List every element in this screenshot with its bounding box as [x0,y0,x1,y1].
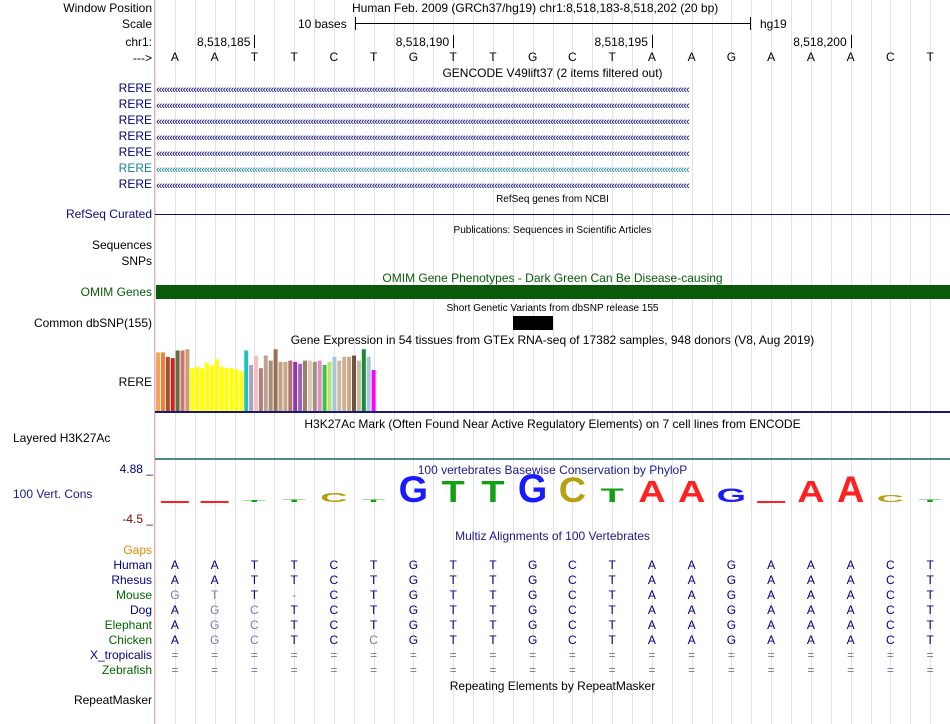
alignment-base: C [329,618,339,632]
alignment-base: G [726,618,737,632]
alignment-base: A [687,633,696,647]
alignment-base: = [648,663,656,677]
species-label[interactable]: X_tropicalis [89,648,152,662]
position-tick [453,35,454,48]
alignment-base: C [369,633,378,647]
species-label[interactable]: Chicken [108,633,152,647]
alignment-base: G [726,633,737,647]
gtex-label[interactable]: RERE [118,375,152,389]
alignment-base: T [449,573,457,587]
alignment-base: T [250,588,259,602]
gencode-transcript-line[interactable]: ‹‹‹‹‹‹‹‹‹‹‹‹‹‹‹‹‹‹‹‹‹‹‹‹‹‹‹‹‹‹‹‹‹‹‹‹‹‹‹‹‹‹‹‹‹‹‹‹‹‹‹‹‹‹‹‹‹‹‹‹‹‹‹‹‹‹‹‹‹‹‹‹‹‹‹‹‹‹‹‹‹‹‹‹‹‹‹‹‹‹‹‹‹‹‹‹‹‹‹‹‹‹‹‹‹‹‹‹‹‹‹‹‹‹‹‹‹‹‹‹‹‹‹‹‹‹‹‹‹‹‹‹‹‹‹‹‹‹‹‹‹‹‹‹‹‹‹‹‹‹‹‹‹‹‹‹‹‹‹‹‹‹‹‹‹‹‹‹‹‹‹‹‹‹‹‹‹‹‹‹‹‹‹‹‹‹‹‹‹‹‹‹‹‹‹‹‹‹‹‹ [156,165,689,175]
alignment-base: G [408,603,419,617]
alignment-base: T [369,558,378,572]
alignment-base: = [290,663,298,677]
alignment-base: T [926,573,934,587]
base-letter: C [329,50,339,64]
alignment-base: A [846,603,855,617]
alignment-base: G [408,633,419,647]
base-letter: A [647,50,656,64]
base-letter: C [886,50,895,64]
alignment-base: = [529,648,537,662]
alignment-base: T [926,603,934,617]
alignment-base: = [529,663,537,677]
gaps-label: Gaps [123,543,152,557]
base-letter: G [726,50,737,64]
label-divider [154,0,155,724]
alignment-base: = [250,648,258,662]
alignment-base: = [568,648,576,662]
scale-db: hg19 [760,17,787,31]
alignment-base: A [806,588,815,602]
window-title[interactable]: Human Feb. 2009 (GRCh37/hg19) chr1:8,518,183-8,518,202 (20 bp) [352,1,719,15]
species-label[interactable]: Elephant [104,618,152,632]
alignment-base: C [329,603,339,617]
alignment-base: A [210,558,219,572]
alignment-base: = [807,648,815,662]
base-letter: A [806,50,815,64]
scale-bar [355,23,751,24]
alignment-base: G [527,603,538,617]
position-label: 8,518,195 [594,35,648,49]
strand-label: ---> [133,51,152,65]
snps-label[interactable]: SNPs [121,254,152,268]
alignment-base: C [568,618,577,632]
alignment-base: = [926,648,934,662]
alignment-base: = [886,663,894,677]
species-label[interactable]: Human [113,558,152,572]
alignment-base: A [767,558,776,572]
chrom-label: chr1: [125,35,152,49]
alignment-base: A [846,573,855,587]
alignment-base: A [767,618,776,632]
gencode-transcript-line[interactable]: ‹‹‹‹‹‹‹‹‹‹‹‹‹‹‹‹‹‹‹‹‹‹‹‹‹‹‹‹‹‹‹‹‹‹‹‹‹‹‹‹‹‹‹‹‹‹‹‹‹‹‹‹‹‹‹‹‹‹‹‹‹‹‹‹‹‹‹‹‹‹‹‹‹‹‹‹‹‹‹‹‹‹‹‹‹‹‹‹‹‹‹‹‹‹‹‹‹‹‹‹‹‹‹‹‹‹‹‹‹‹‹‹‹‹‹‹‹‹‹‹‹‹‹‹‹‹‹‹‹‹‹‹‹‹‹‹‹‹‹‹‹‹‹‹‹‹‹‹‹‹‹‹‹‹‹‹‹‹‹‹‹‹‹‹‹‹‹‹‹‹‹‹‹‹‹‹‹‹‹‹‹‹‹‹‹‹‹‹‹‹‹‹‹‹‹‹‹‹‹‹ [156,149,689,159]
conservation-letter: C [876,492,905,505]
scale-text: 10 bases [298,17,347,31]
position-tick [254,35,255,48]
alignment-base: A [806,633,815,647]
base-letter: T [290,50,298,64]
conservation-label[interactable]: 100 Vert. Cons [13,487,93,501]
alignment-base: G [408,618,419,632]
alignment-base: T [608,633,616,647]
alignment-base: C [329,588,339,602]
base-letter: T [250,50,259,64]
alignment-base: A [767,588,776,602]
gencode-row-label[interactable]: RERE [118,129,152,143]
alignment-base: A [846,618,855,632]
alignment-base: A [846,633,855,647]
alignment-base: = [330,663,338,677]
conservation-letter: T [918,498,942,503]
base-letter: A [210,50,219,64]
alignment-base: A [806,558,815,572]
alignment-base: C [886,588,895,602]
conservation-ymax: 4.88 _ [119,462,153,476]
alignment-base: G [209,603,220,617]
alignment-base: = [370,663,378,677]
alignment-base: T [608,588,616,602]
alignment-base: T [449,558,457,572]
alignment-base: C [886,603,895,617]
alignment-base: G [527,588,538,602]
omim-track-title[interactable]: OMIM Gene Phenotypes - Dark Green Can Be Disease-causing [382,271,723,285]
alignment-base: = [211,648,219,662]
position-label: 8,518,200 [793,35,847,49]
gencode-transcript-line[interactable]: ‹‹‹‹‹‹‹‹‹‹‹‹‹‹‹‹‹‹‹‹‹‹‹‹‹‹‹‹‹‹‹‹‹‹‹‹‹‹‹‹‹‹‹‹‹‹‹‹‹‹‹‹‹‹‹‹‹‹‹‹‹‹‹‹‹‹‹‹‹‹‹‹‹‹‹‹‹‹‹‹‹‹‹‹‹‹‹‹‹‹‹‹‹‹‹‹‹‹‹‹‹‹‹‹‹‹‹‹‹‹‹‹‹‹‹‹‹‹‹‹‹‹‹‹‹‹‹‹‹‹‹‹‹‹‹‹‹‹‹‹‹‹‹‹‹‹‹‹‹‹‹‹‹‹‹‹‹‹‹‹‹‹‹‹‹‹‹‹‹‹‹‹‹‹‹‹‹‹‹‹‹‹‹‹‹‹‹‹‹‹‹‹‹‹‹‹‹‹‹‹ [156,101,689,111]
alignment-base: C [886,573,895,587]
alignment-base: = [767,663,775,677]
alignment-base: T [608,618,616,632]
conservation-track-title[interactable]: 100 vertebrates Basewise Conservation by PhyloP [417,463,688,477]
alignment-base: T [926,618,934,632]
alignment-base: T [926,633,934,647]
alignment-base: A [687,618,696,632]
conservation-letter: T [362,498,386,503]
base-letter: T [369,50,378,64]
conservation-letter: T [441,475,465,510]
alignment-base: A [647,633,656,647]
alignment-base: A [687,588,696,602]
alignment-base: = [648,648,656,662]
base-letter: T [926,50,934,64]
alignment-base: = [250,663,258,677]
alignment-base: G [527,573,538,587]
base-letter: A [767,50,776,64]
alignment-base: = [568,663,576,677]
alignment-base: G [408,558,419,572]
conservation-letter: C [320,489,348,505]
alignment-base: C [329,573,339,587]
h3k27ac-signal[interactable] [155,458,950,460]
alignment-base: T [210,588,219,602]
alignment-base: A [170,603,179,617]
alignment-base: C [329,558,339,572]
alignment-base: = [449,663,457,677]
conservation-letter: A [638,475,666,510]
alignment-base: T [926,588,934,602]
alignment-base: T [449,603,457,617]
dbsnp-variant[interactable] [513,316,553,330]
repeatmasker-label[interactable]: RepeatMasker [73,693,152,707]
conservation-letter: T [481,475,505,510]
alignment-base: C [886,558,895,572]
alignment-base: G [527,558,538,572]
alignment-base: G [726,573,737,587]
alignment-base: C [568,603,577,617]
alignment-base: C [886,618,895,632]
alignment-base: A [687,603,696,617]
sequences-label[interactable]: Sequences [91,238,152,252]
alignment-base: T [290,618,298,632]
alignment-base: = [727,663,735,677]
alignment-base: T [290,603,298,617]
alignment-base: C [568,558,577,572]
conservation-letter: A [797,475,825,510]
alignment-base: G [726,588,737,602]
alignment-base: A [647,558,656,572]
base-letter: A [687,50,696,64]
alignment-base: A [170,618,179,632]
base-letter: C [568,50,577,64]
conservation-letter: A [677,475,706,510]
multiz-track-title[interactable]: Multiz Alignments of 100 Vertebrates [455,529,650,543]
alignment-base: T [369,588,378,602]
base-letter: A [170,50,179,64]
gtex-track-title[interactable]: Gene Expression in 54 tissues from GTEx RNA-seq of 17382 samples, 948 donors (V8, Aug 2019) [290,333,815,347]
dbsnp-track-title[interactable]: Short Genetic Variants from dbSNP release 155 [446,303,659,314]
alignment-base: T [489,558,497,572]
gencode-row-label[interactable]: RERE [118,161,152,175]
alignment-base: C [886,633,895,647]
alignment-base: = [886,648,894,662]
alignment-base: T [449,588,457,602]
species-label[interactable]: Zebrafish [101,663,152,677]
alignment-base: = [727,648,735,662]
gencode-transcript-line[interactable]: ‹‹‹‹‹‹‹‹‹‹‹‹‹‹‹‹‹‹‹‹‹‹‹‹‹‹‹‹‹‹‹‹‹‹‹‹‹‹‹‹‹‹‹‹‹‹‹‹‹‹‹‹‹‹‹‹‹‹‹‹‹‹‹‹‹‹‹‹‹‹‹‹‹‹‹‹‹‹‹‹‹‹‹‹‹‹‹‹‹‹‹‹‹‹‹‹‹‹‹‹‹‹‹‹‹‹‹‹‹‹‹‹‹‹‹‹‹‹‹‹‹‹‹‹‹‹‹‹‹‹‹‹‹‹‹‹‹‹‹‹‹‹‹‹‹‹‹‹‹‹‹‹‹‹‹‹‹‹‹‹‹‹‹‹‹‹‹‹‹‹‹‹‹‹‹‹‹‹‹‹‹‹‹‹‹‹‹‹‹‹‹‹‹‹‹‹‹‹‹‹ [156,181,689,191]
alignment-base: = [608,663,616,677]
alignment-base: A [687,573,696,587]
alignment-base: A [806,603,815,617]
base-letter: T [449,50,457,64]
repeatmasker-track-title[interactable]: Repeating Elements by RepeatMasker [449,679,656,693]
alignment-base: G [209,633,220,647]
alignment-base: T [290,558,298,572]
alignment-base: T [489,633,497,647]
refseq-line[interactable] [155,214,950,215]
alignment-base: C [568,633,577,647]
alignment-base: = [409,648,417,662]
alignment-base: A [170,633,179,647]
alignment-base: = [330,648,338,662]
alignment-base: T [489,573,497,587]
gencode-row-label[interactable]: RERE [118,81,152,95]
alignment-base: C [250,618,259,632]
alignment-base: A [806,618,815,632]
alignment-base: A [647,618,656,632]
conservation-letter: A [836,468,865,510]
gtex-baseline [155,411,950,413]
gencode-transcript-line[interactable]: ‹‹‹‹‹‹‹‹‹‹‹‹‹‹‹‹‹‹‹‹‹‹‹‹‹‹‹‹‹‹‹‹‹‹‹‹‹‹‹‹‹‹‹‹‹‹‹‹‹‹‹‹‹‹‹‹‹‹‹‹‹‹‹‹‹‹‹‹‹‹‹‹‹‹‹‹‹‹‹‹‹‹‹‹‹‹‹‹‹‹‹‹‹‹‹‹‹‹‹‹‹‹‹‹‹‹‹‹‹‹‹‹‹‹‹‹‹‹‹‹‹‹‹‹‹‹‹‹‹‹‹‹‹‹‹‹‹‹‹‹‹‹‹‹‹‹‹‹‹‹‹‹‹‹‹‹‹‹‹‹‹‹‹‹‹‹‹‹‹‹‹‹‹‹‹‹‹‹‹‹‹‹‹‹‹‹‹‹‹‹‹‹‹‹‹‹‹‹‹‹ [156,117,689,127]
alignment-base: T [250,558,259,572]
alignment-base: A [170,573,179,587]
alignment-base: G [527,633,538,647]
alignment-base: = [608,648,616,662]
alignment-base: A [647,573,656,587]
species-label[interactable]: Mouse [115,588,152,602]
alignment-base: A [767,573,776,587]
alignment-base: = [847,663,855,677]
alignment-base: = [489,663,497,677]
alignment-base: A [846,558,855,572]
gencode-transcript-line[interactable]: ‹‹‹‹‹‹‹‹‹‹‹‹‹‹‹‹‹‹‹‹‹‹‹‹‹‹‹‹‹‹‹‹‹‹‹‹‹‹‹‹‹‹‹‹‹‹‹‹‹‹‹‹‹‹‹‹‹‹‹‹‹‹‹‹‹‹‹‹‹‹‹‹‹‹‹‹‹‹‹‹‹‹‹‹‹‹‹‹‹‹‹‹‹‹‹‹‹‹‹‹‹‹‹‹‹‹‹‹‹‹‹‹‹‹‹‹‹‹‹‹‹‹‹‹‹‹‹‹‹‹‹‹‹‹‹‹‹‹‹‹‹‹‹‹‹‹‹‹‹‹‹‹‹‹‹‹‹‹‹‹‹‹‹‹‹‹‹‹‹‹‹‹‹‹‹‹‹‹‹‹‹‹‹‹‹‹‹‹‹‹‹‹‹‹‹‹‹‹‹‹ [156,85,689,95]
gencode-row-label[interactable]: RERE [118,97,152,111]
omim-label[interactable]: OMIM Genes [80,285,152,299]
alignment-base: = [370,648,378,662]
alignment-base: G [209,618,220,632]
alignment-base: T [489,588,497,602]
alignment-base: G [726,558,737,572]
window-position-label: Window Position [63,1,152,15]
omim-bar[interactable] [156,285,950,299]
alignment-base: T [250,573,259,587]
conservation-ymin: -4.5 _ [122,512,153,526]
position-tick [851,35,852,48]
alignment-base: A [767,633,776,647]
gencode-row-label[interactable]: RERE [118,177,152,191]
h3k27ac-track-title[interactable]: H3K27Ac Mark (Often Found Near Active Regulatory Elements) on 7 cell lines from ENCODE [304,417,801,431]
alignment-base: C [250,633,259,647]
position-tick [652,35,653,48]
alignment-base: T [369,603,378,617]
base-letter: T [608,50,616,64]
alignment-base: = [688,663,696,677]
species-label[interactable]: Rhesus [111,573,152,587]
conservation-letter: C [558,470,587,510]
base-letter: G [527,50,538,64]
publications-track-title[interactable]: Publications: Sequences in Scientific Articles [453,225,652,236]
alignment-base: G [726,603,737,617]
scale-label: Scale [121,17,152,31]
alignment-base: = [847,648,855,662]
alignment-base: A [170,558,179,572]
alignment-base: T [926,558,934,572]
base-letter: T [489,50,497,64]
alignment-base: A [806,573,815,587]
alignment-base: = [290,648,298,662]
alignment-base: = [807,663,815,677]
alignment-base: A [647,603,656,617]
gencode-row-label[interactable]: RERE [118,145,152,159]
alignment-base: C [568,588,577,602]
alignment-base: T [489,618,497,632]
position-label: 8,518,185 [196,35,251,49]
alignment-base: T [290,633,298,647]
alignment-base: T [369,573,378,587]
alignment-base: T [608,603,616,617]
alignment-base: = [688,648,696,662]
alignment-base: - [292,588,297,602]
alignment-base: G [527,618,538,632]
gencode-row-label[interactable]: RERE [118,113,152,127]
alignment-base: T [608,558,616,572]
alignment-base: A [846,588,855,602]
conservation-letter: G [716,484,747,507]
refseq-track-title[interactable]: RefSeq genes from NCBI [496,194,609,205]
conservation-letter: T [600,484,624,507]
alignment-base: G [170,588,180,602]
alignment-base: A [687,558,696,572]
alignment-base: = [449,648,457,662]
alignment-base: = [926,663,934,677]
dbsnp-label[interactable]: Common dbSNP(155) [33,316,152,330]
base-letter: A [846,50,855,64]
alignment-base: = [767,648,775,662]
position-label: 8,518,190 [395,35,450,49]
conservation-letter: G [398,468,429,510]
refseq-label[interactable]: RefSeq Curated [65,207,152,221]
alignment-base: A [767,603,776,617]
alignment-base: T [290,573,298,587]
conservation-letter: T [282,499,306,503]
alignment-base: = [409,663,417,677]
species-label[interactable]: Dog [129,603,152,617]
scale-bar-right-tick [750,17,751,30]
alignment-base: T [449,633,457,647]
scale-bar-left-tick [355,17,356,30]
alignment-base: C [250,603,259,617]
base-letter: G [408,50,419,64]
alignment-base: A [647,588,656,602]
conservation-letter: T [242,499,266,503]
alignment-base: = [489,648,497,662]
alignment-base: C [329,633,339,647]
alignment-base: T [369,618,378,632]
gencode-transcript-line[interactable]: ‹‹‹‹‹‹‹‹‹‹‹‹‹‹‹‹‹‹‹‹‹‹‹‹‹‹‹‹‹‹‹‹‹‹‹‹‹‹‹‹‹‹‹‹‹‹‹‹‹‹‹‹‹‹‹‹‹‹‹‹‹‹‹‹‹‹‹‹‹‹‹‹‹‹‹‹‹‹‹‹‹‹‹‹‹‹‹‹‹‹‹‹‹‹‹‹‹‹‹‹‹‹‹‹‹‹‹‹‹‹‹‹‹‹‹‹‹‹‹‹‹‹‹‹‹‹‹‹‹‹‹‹‹‹‹‹‹‹‹‹‹‹‹‹‹‹‹‹‹‹‹‹‹‹‹‹‹‹‹‹‹‹‹‹‹‹‹‹‹‹‹‹‹‹‹‹‹‹‹‹‹‹‹‹‹‹‹‹‹‹‹‹‹‹‹‹‹‹‹‹ [156,133,689,143]
alignment-base: T [449,618,457,632]
alignment-base: T [489,603,497,617]
alignment-base: T [608,573,616,587]
alignment-base: G [408,588,419,602]
alignment-base: A [210,573,219,587]
alignment-base: = [171,663,179,677]
gencode-track-title[interactable]: GENCODE V49lift37 (2 items filtered out) [442,66,663,80]
conservation-letter: G [517,467,548,512]
alignment-base: = [211,663,219,677]
alignment-base: C [568,573,577,587]
alignment-base: = [171,648,179,662]
h3k27ac-label[interactable]: Layered H3K27Ac [13,431,111,445]
alignment-base: G [408,573,419,587]
